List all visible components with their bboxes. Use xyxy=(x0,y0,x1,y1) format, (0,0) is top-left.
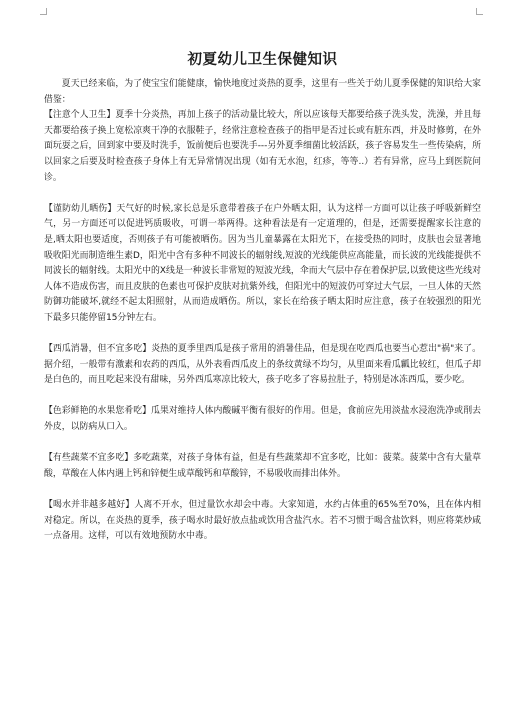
paragraph-spacer xyxy=(44,436,481,452)
section-drinking-water: 【喝水并非越多越好】人离不开水，但过量饮水却会中毒。大家知道，水约占体重的65%至70%，且在体内相对稳定。所以，在炎热的夏季，孩子喝水时最好放点盐或饮用含盐汽水。若不习惯于喝含盐饮料，则应将菜炒咸一点备用。这样，可以有效地预防水中毒。 xyxy=(44,500,481,542)
paragraph-spacer xyxy=(44,482,481,498)
section-colorful-fruits: 【色彩鲜艳的水果您肴吃】瓜果对维持人体内酸碱平衡有很好的作用。但是，食前应先用淡盐水浸泡洗净或削去外皮，以防病从口入。 xyxy=(44,406,481,433)
document-page xyxy=(44,48,481,545)
section-prevent-sunburn: 【谨防幼儿晒伤】天气好的时候,家长总是乐意带着孩子在户外晒太阳，认为这样一方面可以让孩子呼吸新鲜空气，另一方面还可以促进钙质吸收，可谓一举两得。这种看法是有一定道理的，但是，还需要提醒家长注意的是,晒太阳也要适度，否则孩子有可能被晒伤。因为当儿童暴露在太阳光下，在接受热的同时，皮肤也会显著地吸收阳光而制造维生素D，阳光中含有多种不同波长的辐射线,短波的光线能供应高能量，而长波的光线能提供不同波长的辐射线。太阳光中的X线是一种波长非常短的短波光线，伞而大气层中存在着保护层,以致使这些光线对人体不造成伤害，而且皮肤的色素也可保护皮肤对抗紫外线，但阳光中的短波仍可穿过大气层，一旦人体的天然防御功能破坏,就经不起太阳照射，从而造成晒伤。所以，家长在给孩子晒太阳时应注意，孩子在较强烈的阳光下最多只能停留15分钟左右。 xyxy=(44,203,481,323)
document-title: 初夏幼儿卫生保健知识 xyxy=(187,51,338,68)
paragraph-spacer xyxy=(44,327,481,343)
section-vegetables: 【有些蔬菜不宜多吃】多吃蔬菜，对孩子身体有益，但是有些蔬菜却不宜多吃，比如：菠菜。菠菜中含有大量草酸，草酸在人体内遇上钙和锌便生成草酸钙和草酸锌，不易吸收而排出体外。 xyxy=(44,453,481,479)
page-corner-mark-top-right xyxy=(476,8,483,15)
section-personal-hygiene: 【注意个人卫生】夏季十分炎热，再加上孩子的活动量比较大，所以应该每天都要给孩子洗头发，洗澡，并且每天都要给孩子换上宽松凉爽干净的衣服鞋子，经常注意检查孩子的指甲是否过长或有脏东西，并及时修剪，在外面玩耍之后，回到家中要及时洗手，饭前便后也要洗手---另外夏季细菌比较活跃，孩子容易发生一些传染病，所以回家之后要及时检查孩子身体上有无异常情况出现（如有无水泡，红疹，等等..）若有异常，应马上到医院问诊。 xyxy=(44,110,481,183)
page-corner-mark-top-left xyxy=(40,8,47,15)
section-watermelon: 【西瓜消暑，但不宜多吃】炎热的夏季里西瓜是孩子常用的消暑佳品，但是现在吃西瓜也要当心惹出"祸"来了。据介绍，一般带有激素和农药的西瓜，从外表看西瓜皮上的条纹黄绿不均匀，从里面来看瓜瓤比较红，但瓜子却是白色的，而且吃起来没有甜味，另外西瓜寒凉比较大，孩子吃多了容易拉肚子，特别是冰冻西瓜，要少吃。 xyxy=(44,344,481,386)
intro-paragraph: 夏天已经来临，为了使宝宝们能健康，愉快地度过炎热的夏季，这里有一些关于幼儿夏季保健的知识给大家借鉴： xyxy=(44,79,481,105)
paragraph-spacer xyxy=(44,389,481,405)
paragraph-spacer xyxy=(44,186,481,202)
